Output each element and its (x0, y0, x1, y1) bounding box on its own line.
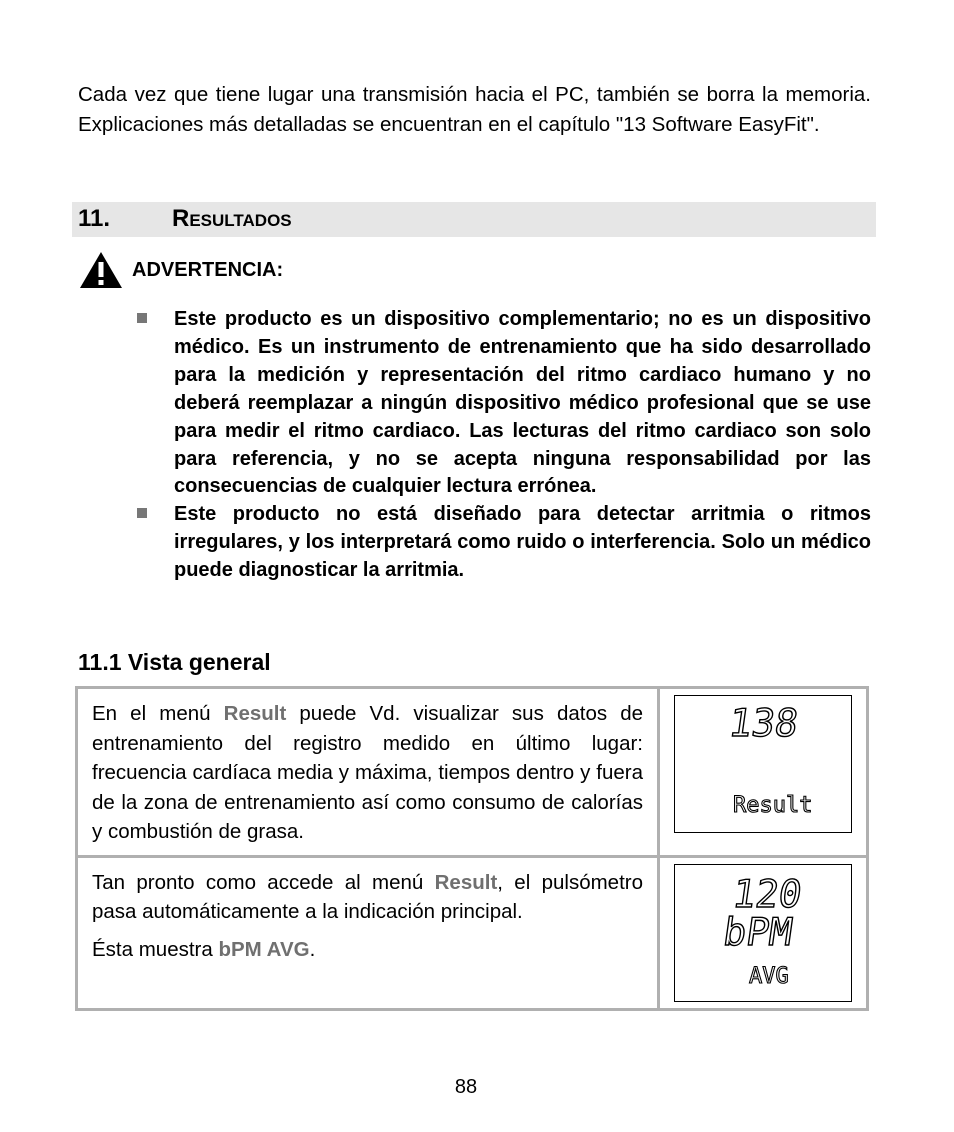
lcd-line-3: Result (733, 793, 813, 818)
display-term: bPM AVG (218, 937, 310, 961)
lcd-display (674, 864, 852, 1002)
section-heading (72, 202, 876, 237)
table-text-cell (77, 688, 659, 857)
subsection-title: 11.1 Vista general (78, 649, 271, 675)
lcd-line-3: AVG (749, 963, 789, 989)
warning-triangle-icon (78, 250, 124, 290)
list-item: Este producto no está diseñado para detectar arritmia o ritmos irregulares, y los interpretará como ruido o interferencia. Solo un médico puede diagnosticar la arritmia. (135, 501, 871, 585)
row-description-2: Ésta muestra bPM AVG. (92, 937, 316, 961)
warning-list (135, 306, 871, 585)
row-description: Tan pronto como accede al menú Result, el pulsómetro pasa automáticamente a la indicación principal. (92, 870, 643, 923)
section-number: 11. (78, 205, 111, 232)
square-bullet-icon (137, 313, 147, 323)
lcd-display (674, 695, 852, 833)
lcd-line-1: 120 (729, 872, 805, 917)
lcd-line-1: 138 (725, 702, 801, 746)
page-number: 88 (454, 1076, 478, 1098)
row-description: En el menú Result puede Vd. visualizar sus datos de entrenamiento del registro medido en último lugar: frecuencia cardíaca media y máxima, tiempos dentro y fuera de la zona de entrenamiento así como consumo de calorías y combustión de grasa. (92, 702, 643, 843)
menu-term: Result (434, 870, 498, 894)
square-bullet-icon (137, 508, 147, 518)
warning-label: ADVERTENCIA: (132, 259, 284, 281)
table-display-cell (659, 856, 868, 1009)
overview-table (75, 686, 869, 1011)
section-title: Resultados (172, 205, 292, 232)
table-display-cell (659, 688, 868, 857)
menu-term: Result (223, 702, 287, 725)
list-item: Este producto es un dispositivo complementario; no es un dispositivo médico. Es un instrumento de entrenamiento que ha sido desarrollado para la medición y representación del ritmo cardiaco humano y no deberá reemplazar a ningún dispositivo médico profesional que se use para medir el ritmo cardiaco. Las lecturas del ritmo cardiaco son solo para referencia, y no se acepta ninguna responsabilidad por las consecuencias de cualquier lectura errónea. (135, 306, 871, 501)
table-row (77, 856, 868, 1009)
table-text-cell (77, 856, 659, 1009)
warning-header (78, 250, 678, 290)
lcd-line-2: bPM (720, 910, 796, 955)
table-row (77, 688, 868, 857)
intro-paragraph: Cada vez que tiene lugar una transmisión hacia el PC, también se borra la memoria. Explicaciones más detalladas se encuentran en el capítulo "13 Software EasyFit". (78, 83, 871, 136)
